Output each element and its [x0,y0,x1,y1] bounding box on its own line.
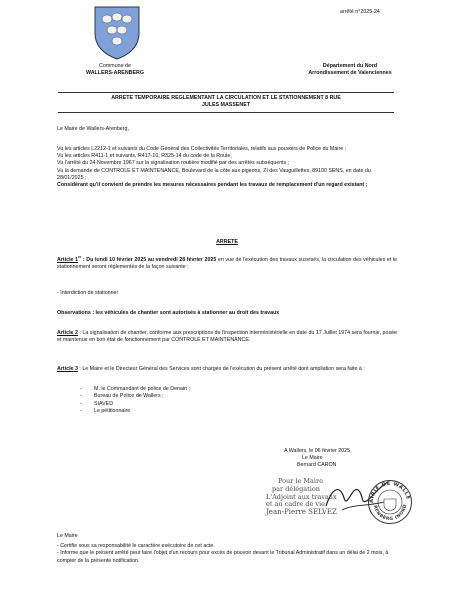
vu-arrete-1967: Vu l'arrêté du 24 Novembre 1967 sur la signalisation routière modifié par des arrêtés subséquents ; [57,160,290,167]
department-block [270,63,430,77]
observations: Observations : les véhicules de chantier sont autorisés à stationner au droit des travaux [57,310,280,316]
delegation-line: et au cadre de vie [266,500,326,509]
delegation-line: L'Adjoint aux travaux [266,492,337,501]
title-top-rule [58,92,394,93]
article-1-colon: : [81,256,85,263]
considerant: Considérant qu'il convient de prendre les mesures nécessaires pendant les travaux de remplacement d'un regard existant ; [57,182,368,189]
title-line-2: JULES MASSENET [202,102,250,109]
decree-reference: arrêté n°2025-24 [340,9,380,15]
article-1-sup: er [78,255,82,259]
article-2-text: : La signalisation de chantier, conforme aux prescriptions de l'inspection interministérielle en date du 17 Juillet 1974 sera fournie, posée et maintenue en bon état de fonctionnement par CONTROLE ET MAINTENANCE. [57,330,397,344]
commune-block [50,63,180,77]
seal-bottom-text: RENBERG (NORD [372,503,409,523]
mayor-intro: Le Maire de Wallers-Arenberg, [57,126,129,132]
place-date: A Wallers, le 06 février 2025 [284,448,351,454]
delegation-name: Jean-Pierre SELVEZ [266,508,337,517]
title-bottom-rule [58,112,394,113]
vu-demande: Vu la demande de CONTROLE ET MAINTENANCE, Boulevard de la côte aux pigeons, ZI des Vauguillettes, 89100 SENS, en date du 28/01/2025 ; [57,167,371,181]
coat-of-arms-logo [92,3,142,61]
mairie-seal [367,479,413,525]
footer-title: Le Maire [57,533,78,539]
article-3-text: : Le Maire et le Directeur Général des Services sont chargés de l'exécution du présent arrêté dont ampliation sera faite à : [77,366,365,372]
article-1-label: Article 1 [57,256,79,263]
signatory-role: Le Maire [302,455,323,462]
footer-certification: - Certifie sous sa responsabilité le caractère exécutoire de cet acte. [57,543,215,550]
commune-label: Commune de [99,63,131,69]
list-item: - Le pétitionnaire [76,408,326,415]
signature-block [284,448,414,470]
article-1-item: - Interdiction de stationner [57,290,119,296]
vu-cgct: Vu les articles L2212-1 et suivants du Code Général des Collectivités Territoriales, relatifs aux pouvoirs de Police du Maire ; [57,146,347,152]
article-2-label: Article 2 [57,330,78,336]
list-item: - Bureau de Police de Wallers ; [76,393,326,400]
article-3-label: Article 3 [57,366,78,372]
recipients-list [76,386,326,416]
article-2 [57,330,397,344]
arrondissement-name: Arrondissement de Valenciennes [308,70,392,77]
delegation-line: Pour le Maire [278,477,323,485]
department-name: Département du Nord [322,63,378,69]
footer-recourse: - Informe que le présent arrêté peut faire l'objet d'un recours pour excès de pouvoir devant le Tribunal Administratif dans un délai de 2 mois, à compter de la présente notification. [57,550,389,564]
list-item: - SIAVED [76,401,326,408]
preamble [57,146,397,189]
footer [57,533,402,565]
article-1-text: en vue de l'exécution des travaux susvisés, la circulation des véhicules et le stationnement seront réglementés de la façon suivante : [57,256,397,270]
arrete-heading: ARRETE [216,239,238,245]
seal-top-text: AIRIE DE WALLE [368,480,411,504]
document-title [55,95,397,109]
signatory-name: Bernard CARON [297,462,337,469]
title-line-1: ARRETE TEMPORAIRE REGLEMENTANT LA CIRCULATION ET LE STATIONNEMENT 8 RUE [111,95,341,101]
article-1-dates: Du lundi 10 février 2025 au vendredi 28 février 2025 [84,256,217,263]
delegation-line: par délégation [272,484,320,493]
article-3 [57,366,397,373]
article-1 [57,254,397,271]
vu-code-route: Vu les articles R411-1 et suivants, R417-10, R325-14 du code de la Route, [57,153,232,160]
list-item: - M. le Commandant de police de Denain ; [76,386,326,393]
commune-name: WALLERS-ARENBERG [86,70,144,77]
